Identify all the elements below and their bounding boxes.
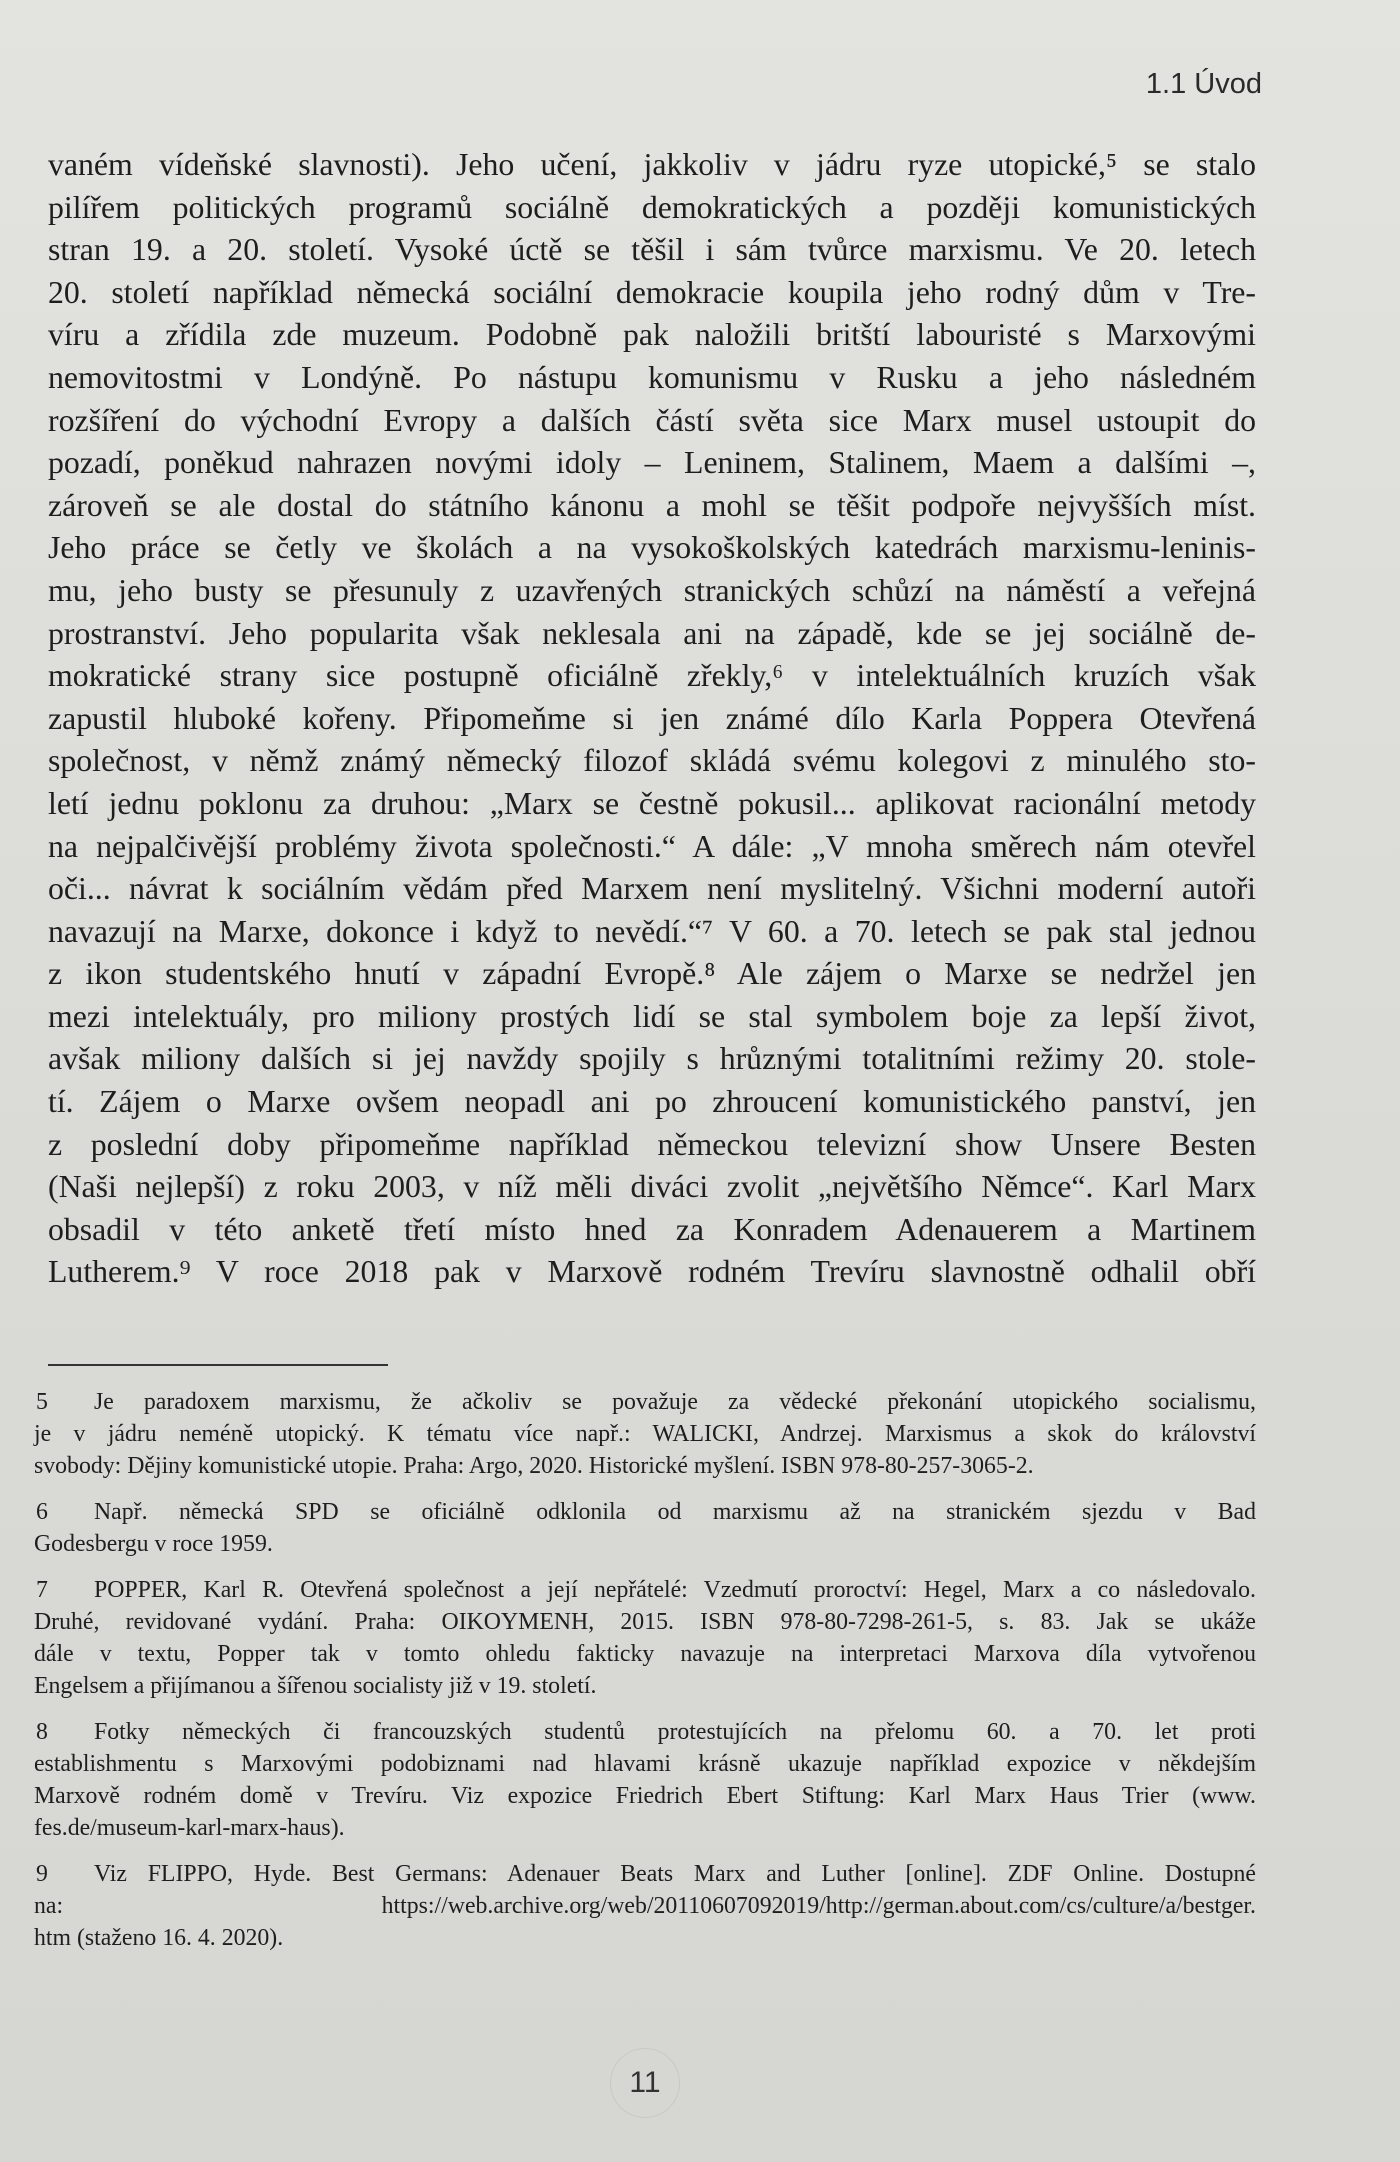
footnote-line [34, 1716, 1256, 1748]
text-line: nemovitostmi v Londýně. Po nástupu komunismu v Rusku a jeho následném [48, 359, 1256, 395]
text-line: prostranství. Jeho popularita však neklesala ani na západě, kde se jej sociálně de- [48, 615, 1256, 651]
footnote-line: svobody: Dějiny komunistické utopie. Praha: Argo, 2020. Historické myšlení. ISBN 978-80-257-3065-2. [34, 1453, 1034, 1479]
text-line: stran 19. a 20. století. Vysoké úctě se těšil i sám tvůrce marxismu. Ve 20. letech [48, 232, 1256, 268]
footnotes [34, 1386, 1256, 1968]
footnote-line [34, 1386, 1256, 1418]
footnote-line: dále v textu, Popper tak v tomto ohledu fakticky navazuje na interpretaci Marxova díla vytvořenou [34, 1641, 1256, 1667]
footnote-number: 9 [36, 1861, 48, 1887]
footnote-number: 8 [36, 1719, 48, 1745]
footnote-number: 6 [36, 1499, 48, 1525]
footnote-separator [48, 1364, 388, 1366]
text-line: 20. století například německá sociální demokracie koupila jeho rodný dům v Tre- [48, 274, 1256, 310]
footnote-text: Je paradoxem marxismu, že ačkoliv se považuje za vědecké překonání utopického socialismu, [94, 1389, 1256, 1415]
text-line: zapustil hluboké kořeny. Připomeňme si jen známé dílo Karla Poppera Otevřená [48, 700, 1256, 736]
footnote-line: htm (staženo 16. 4. 2020). [34, 1925, 284, 1951]
text-line: tí. Zájem o Marxe ovšem neopadl ani po zhroucení komunistického panství, jen [48, 1084, 1256, 1120]
footnote-text: Viz FLIPPO, Hyde. Best Germans: Adenauer Beats Marx and Luther [online]. ZDF Online. Dostupné [94, 1861, 1256, 1887]
footnote-7 [34, 1574, 1256, 1702]
footnote-line: Godesbergu v roce 1959. [34, 1531, 273, 1557]
footnote-line [34, 1574, 1256, 1606]
text-line: mezi intelektuály, pro miliony prostých lidí se stal symbolem boje za lepší život, [48, 998, 1256, 1034]
text-line: oči... návrat k sociálním vědám před Marxem není myslitelný. Všichni moderní autoři [48, 871, 1256, 907]
footnote-9 [34, 1858, 1256, 1954]
footnote-line: Druhé, revidované vydání. Praha: OIKOYMENH, 2015. ISBN 978-80-7298-261-5, s. 83. Jak se ukáže [34, 1609, 1256, 1635]
text-line: obsadil v této anketě třetí místo hned za Konradem Adenauerem a Martinem [48, 1211, 1256, 1247]
footnote-line: establishmentu s Marxovými podobiznami nad hlavami krásně ukazuje například expozice v někdejším [34, 1751, 1256, 1777]
footnote-line: Engelsem a přijímanou a šířenou socialisty již v 19. století. [34, 1673, 597, 1699]
text-line: avšak miliony dalších si jej navždy spojily s hrůznými totalitními režimy 20. stole- [48, 1041, 1256, 1077]
text-line: navazují na Marxe, dokonce i když to nevědí.“⁷ V 60. a 70. letech se pak stal jednou [48, 913, 1256, 949]
text-line: společnost, v němž známý německý filozof skládá svému kolegovi z minulého sto- [48, 743, 1256, 779]
footnote-number: 5 [36, 1389, 48, 1415]
footnote-number: 7 [36, 1577, 48, 1603]
footnote-5 [34, 1386, 1256, 1482]
footnote-line [34, 1858, 1256, 1890]
footnote-6 [34, 1496, 1256, 1560]
text-line: (Naši nejlepší) z roku 2003, v níž měli diváci zvolit „největšího Němce“. Karl Marx [48, 1169, 1256, 1205]
running-head: 1.1 Úvod [1145, 68, 1262, 100]
text-line: rozšíření do východní Evropy a dalších částí světa sice Marx musel ustoupit do [48, 402, 1256, 438]
footnote-line [34, 1496, 1256, 1528]
text-line: z ikon studentského hnutí v západní Evropě.⁸ Ale zájem o Marxe se nedržel jen [48, 956, 1256, 992]
page-number: 11 [610, 2048, 680, 2118]
footnote-line: Marxově rodném domě v Trevíru. Viz expozice Friedrich Ebert Stiftung: Karl Marx Haus Trier (www. [34, 1783, 1256, 1809]
text-line: z poslední doby připomeňme například německou televizní show Unsere Besten [48, 1126, 1256, 1162]
text-line: letí jednu poklonu za druhou: „Marx se čestně pokusil... aplikovat racionální metody [48, 785, 1256, 821]
text-line: pozadí, poněkud nahrazen novými idoly – Leninem, Stalinem, Maem a dalšími –, [48, 445, 1256, 481]
footnote-text: Např. německá SPD se oficiálně odklonila od marxismu až na stranickém sjezdu v Bad [94, 1499, 1256, 1525]
footnote-text: Fotky německých či francouzských studentů protestujících na přelomu 60. a 70. let proti [94, 1719, 1256, 1745]
footnote-line: na: https://web.archive.org/web/20110607092019/http://german.about.com/cs/culture/a/bestger. [34, 1893, 1256, 1919]
text-line: na nejpalčivější problémy života společnosti.“ A dále: „V mnoha směrech nám otevřel [48, 828, 1256, 864]
text-line: Lutherem.⁹ V roce 2018 pak v Marxově rodném Trevíru slavnostně odhalil obří [48, 1254, 1256, 1290]
text-line: vaném vídeňské slavnosti). Jeho učení, jakkoliv v jádru ryze utopické,⁵ se stalo [48, 147, 1256, 182]
text-line: víru a zřídila zde muzeum. Podobně pak naložili britští labouristé s Marxovými [48, 317, 1256, 353]
text-line: pilířem politických programů sociálně demokratických a později komunistických [48, 189, 1256, 225]
footnote-line: je v jádru neméně utopický. K tématu více např.: WALICKI, Andrzej. Marxismus a skok do království [34, 1421, 1256, 1447]
footnote-8 [34, 1716, 1256, 1844]
text-line: mu, jeho busty se přesunuly z uzavřených stranických schůzí na náměstí a veřejná [48, 572, 1256, 608]
main-text [48, 144, 1256, 1294]
footnote-text: POPPER, Karl R. Otevřená společnost a její nepřátelé: Vzedmutí proroctví: Hegel, Marx a co následovalo. [94, 1577, 1256, 1603]
text-line: zároveň se ale dostal do státního kánonu a mohl se těšit podpoře nejvyšších míst. [48, 487, 1256, 523]
footnote-line: fes.de/museum-karl-marx-haus). [34, 1815, 345, 1841]
text-line: mokratické strany sice postupně oficiálně zřekly,⁶ v intelektuálních kruzích však [48, 658, 1256, 694]
text-line: Jeho práce se četly ve školách a na vysokoškolských katedrách marxismu-leninis- [48, 530, 1256, 566]
